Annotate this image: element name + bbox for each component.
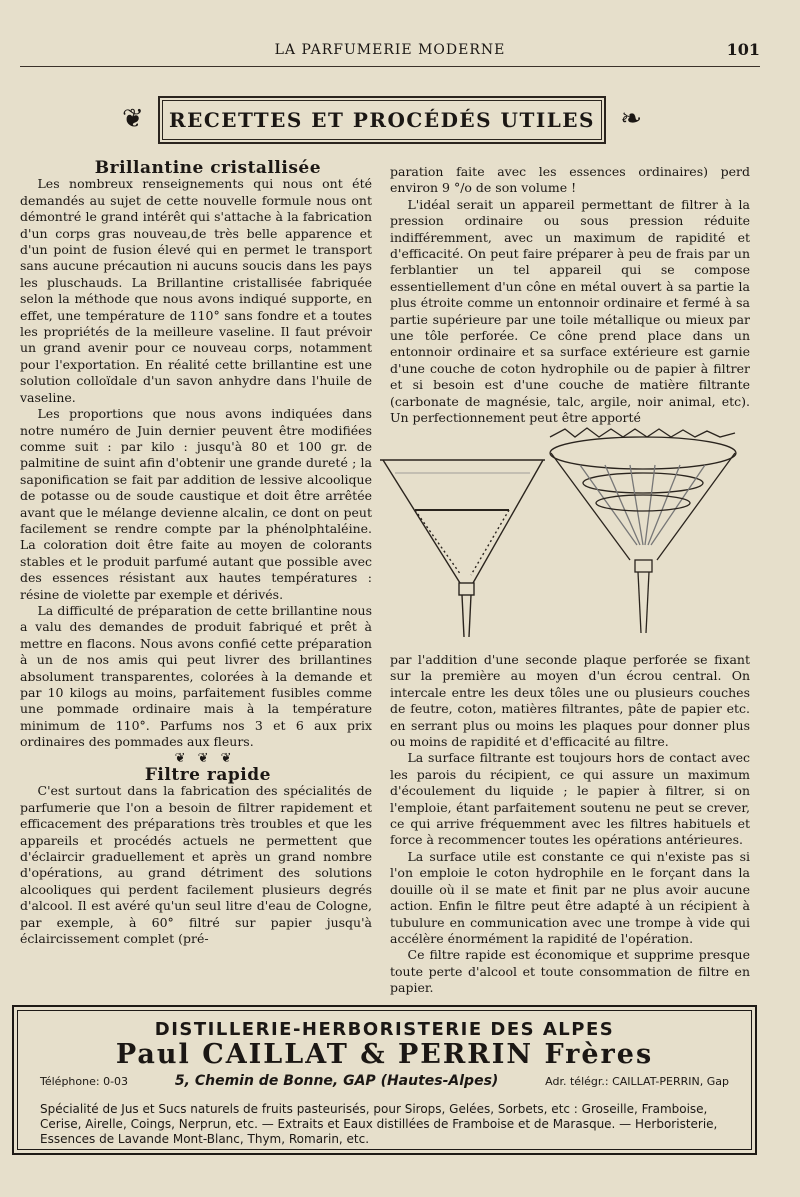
filter-illustration: [375, 425, 745, 645]
ad-owners-name: Paul CAILLAT & PERRIN Frères: [115, 1039, 654, 1070]
section-title: RECETTES ET PROCÉDÉS UTILES: [158, 96, 606, 144]
section-banner: [122, 96, 642, 144]
ad-specialty-text: Spécialité de Jus et Sucs naturels de fruits pasteurisés, pour Sirops, Gelées, Sorbets, etc : Groseille, Framboise, Cerise, Airelle, Coings, Nerprun, etc. — Extraits et Eaux distillées de Framboise et de Marasque. — Herboristerie, Essences de Lavande Mont-Blanc, Thym, Romarin, etc.: [40, 1102, 718, 1146]
article-paragraph: L'idéal serait un appareil permettant de filtrer à la pression ordinaire ou sous pression réduite indifféremment, avec un maximum de rapidité et d'efficacité. On peut faire préparer à peu de frais par un ferblantier un tel appareil qui se compose essentiellement d'un cône en métal ouvert à sa partie la plus étroite comme un entonnoir ordinaire et fermé à sa partie supérieure par une toile métallique ou mieux par une tôle perforée. Ce cône prend place dans un entonnoir ordinaire et sa surface extérieure est garnie d'une couche de coton hydrophile ou de papier à filtrer et si besoin est d'une couche de matière filtrante (carbonate de magnésie, talc, argile, noir animal, etc). Un perfectionnement peut être apporté: [390, 196, 750, 426]
article-title-filtre: Filtre rapide: [144, 765, 271, 786]
article-paragraph: La surface utile est constante ce qui n'existe pas si l'on emploie le coton hydrophile en le forçant dans la douille où il se mate et finit par ne plus avoir aucune action. Enfin le filtre peut être adapté à un récipient à tubulure en communication avec une trompe à vide qui accélère énormément la rapidité de l'opération.: [390, 848, 750, 946]
separator-ornament: ❦ ❦ ❦: [174, 750, 236, 766]
article-paragraph: Ce filtre rapide est économique et supprime presque toute perte d'alcool et toute consommation de filtre en papier.: [390, 947, 750, 996]
funnel-right-perspective: [550, 428, 736, 633]
article-paragraph: La difficulté de préparation de cette brillantine nous a valu des demandes de produit fabriqué et prêt à mettre en flacons. Nous avons confié cette préparation à un de nos amis qui peut livrer des brillantines absolument transparentes, colorées à la demande et par 10 kilogs au moins, parfaitement fusibles comme une pommade ordinaire mais à la température minimum de 110°. Parfums nos 3 et 6 aux prix ordinaires des pommades aux fleurs.: [20, 602, 372, 750]
article-paragraph: paration faite avec les essences ordinaires) perd environ 9 °/o de son volume !: [390, 164, 750, 196]
left-column: [20, 160, 372, 948]
advertisement-box: [12, 1005, 757, 1155]
article-title-brillantine: Brillantine cristallisée: [94, 158, 322, 178]
ad-company-name: DISTILLERIE-HERBORISTERIE DES ALPES: [154, 1019, 615, 1040]
article-paragraph: La surface filtrante est toujours hors de contact avec les parois du récipient, ce qui assure un maximum d'écoulement du liquide ; le papier à filtrer, si on l'emploie, étant parfaitement soutenu ne peut se crever, ce qui arrive fréquemment avec les filtres habituels et force à recommencer toutes les opérations antérieures.: [390, 750, 750, 848]
page-number: 101: [726, 40, 760, 59]
article-paragraph: C'est surtout dans la fabrication des spécialités de parfumerie que l'on a besoin de filtrer rapidement et efficacement des préparations très troubles et que les appareils et procédés actuels ne permettent que d'éclaircir graduellement et après un grand nombre d'opérations, au grand détriment des solutions alcooliques qui perdent facilement plusieurs degrés d'alcool. Il est avéré qu'un seul litre d'eau de Cologne, par exemple, à 60° filtré sur papier jusqu'à éclaircissement complet (pré-: [20, 783, 372, 947]
ad-telegraph: Adr. télégr.: CAILLAT-PERRIN, Gap: [545, 1075, 729, 1088]
ornament-left-icon: ❦: [122, 104, 144, 134]
right-column-bottom: [390, 652, 750, 997]
ornament-right-icon: ❧: [620, 104, 642, 134]
ad-address: 5, Chemin de Bonne, GAP (Hautes-Alpes): [174, 1073, 499, 1089]
right-column-top: [390, 164, 750, 427]
page-header: [20, 40, 760, 67]
ad-contact-line: [40, 1073, 729, 1089]
ad-phone: Téléphone: 0-03: [40, 1075, 129, 1088]
article-paragraph: Les nombreux renseignements qui nous ont été demandés au sujet de cette nouvelle formule nous ont démontré le grand intérêt qui s'attache à la fabrication d'un corps gras nouveau,de très belle apparence et d'un point de fusion élevé qui en permet le transport sans aucune précaution ni aucuns soucis dans les pays les pluschauds. La Brillantine cristallisée fabriquée selon la méthode que nous avons indiqué supporte, en effet, une température de 110° sans fondre et a toutes les propriétés de la meilleure vaseline. Il faut prévoir un grand avenir pour ce nouveau corps, notamment pour l'exportation. En réalité cette brillantine est une solution colloïdale d'un savon anhydre dans l'huile de vaseline.: [20, 176, 372, 405]
funnel-left-cross-section: [380, 460, 545, 637]
article-paragraph: Les proportions que nous avons indiquées dans notre numéro de Juin dernier peuvent être modifiées comme suit : par kilo : jusqu'à 80 et 100 gr. de palmitine de suint afin d'obtenir une grande dureté ; la saponification se fait par addition de lessive alcoolique de potasse ou de soude caustique et doit être arrêtée avant que le mélange devienne alcalin, ce dont on peut facilement se rendre compte par la phénolphtaléine. La coloration doit être faite au moyen de colorants stables et le produit parfumé autant que possible avec des essences résistant aux hautes températures : résine de violette par exemple et dérivés.: [20, 406, 372, 602]
journal-title: LA PARFUMERIE MODERNE: [274, 42, 506, 58]
article-paragraph: par l'addition d'une seconde plaque perforée se fixant sur la première au moyen d'un écrou central. On intercale entre les deux tôles une ou plusieurs couches de feutre, coton, matières filtrantes, pâte de papier etc. en serrant plus ou moins les plaques pour donner plus ou moins de rapidité et d'efficacité au filtre.: [390, 652, 750, 750]
funnel-illustration-svg: [375, 425, 745, 645]
